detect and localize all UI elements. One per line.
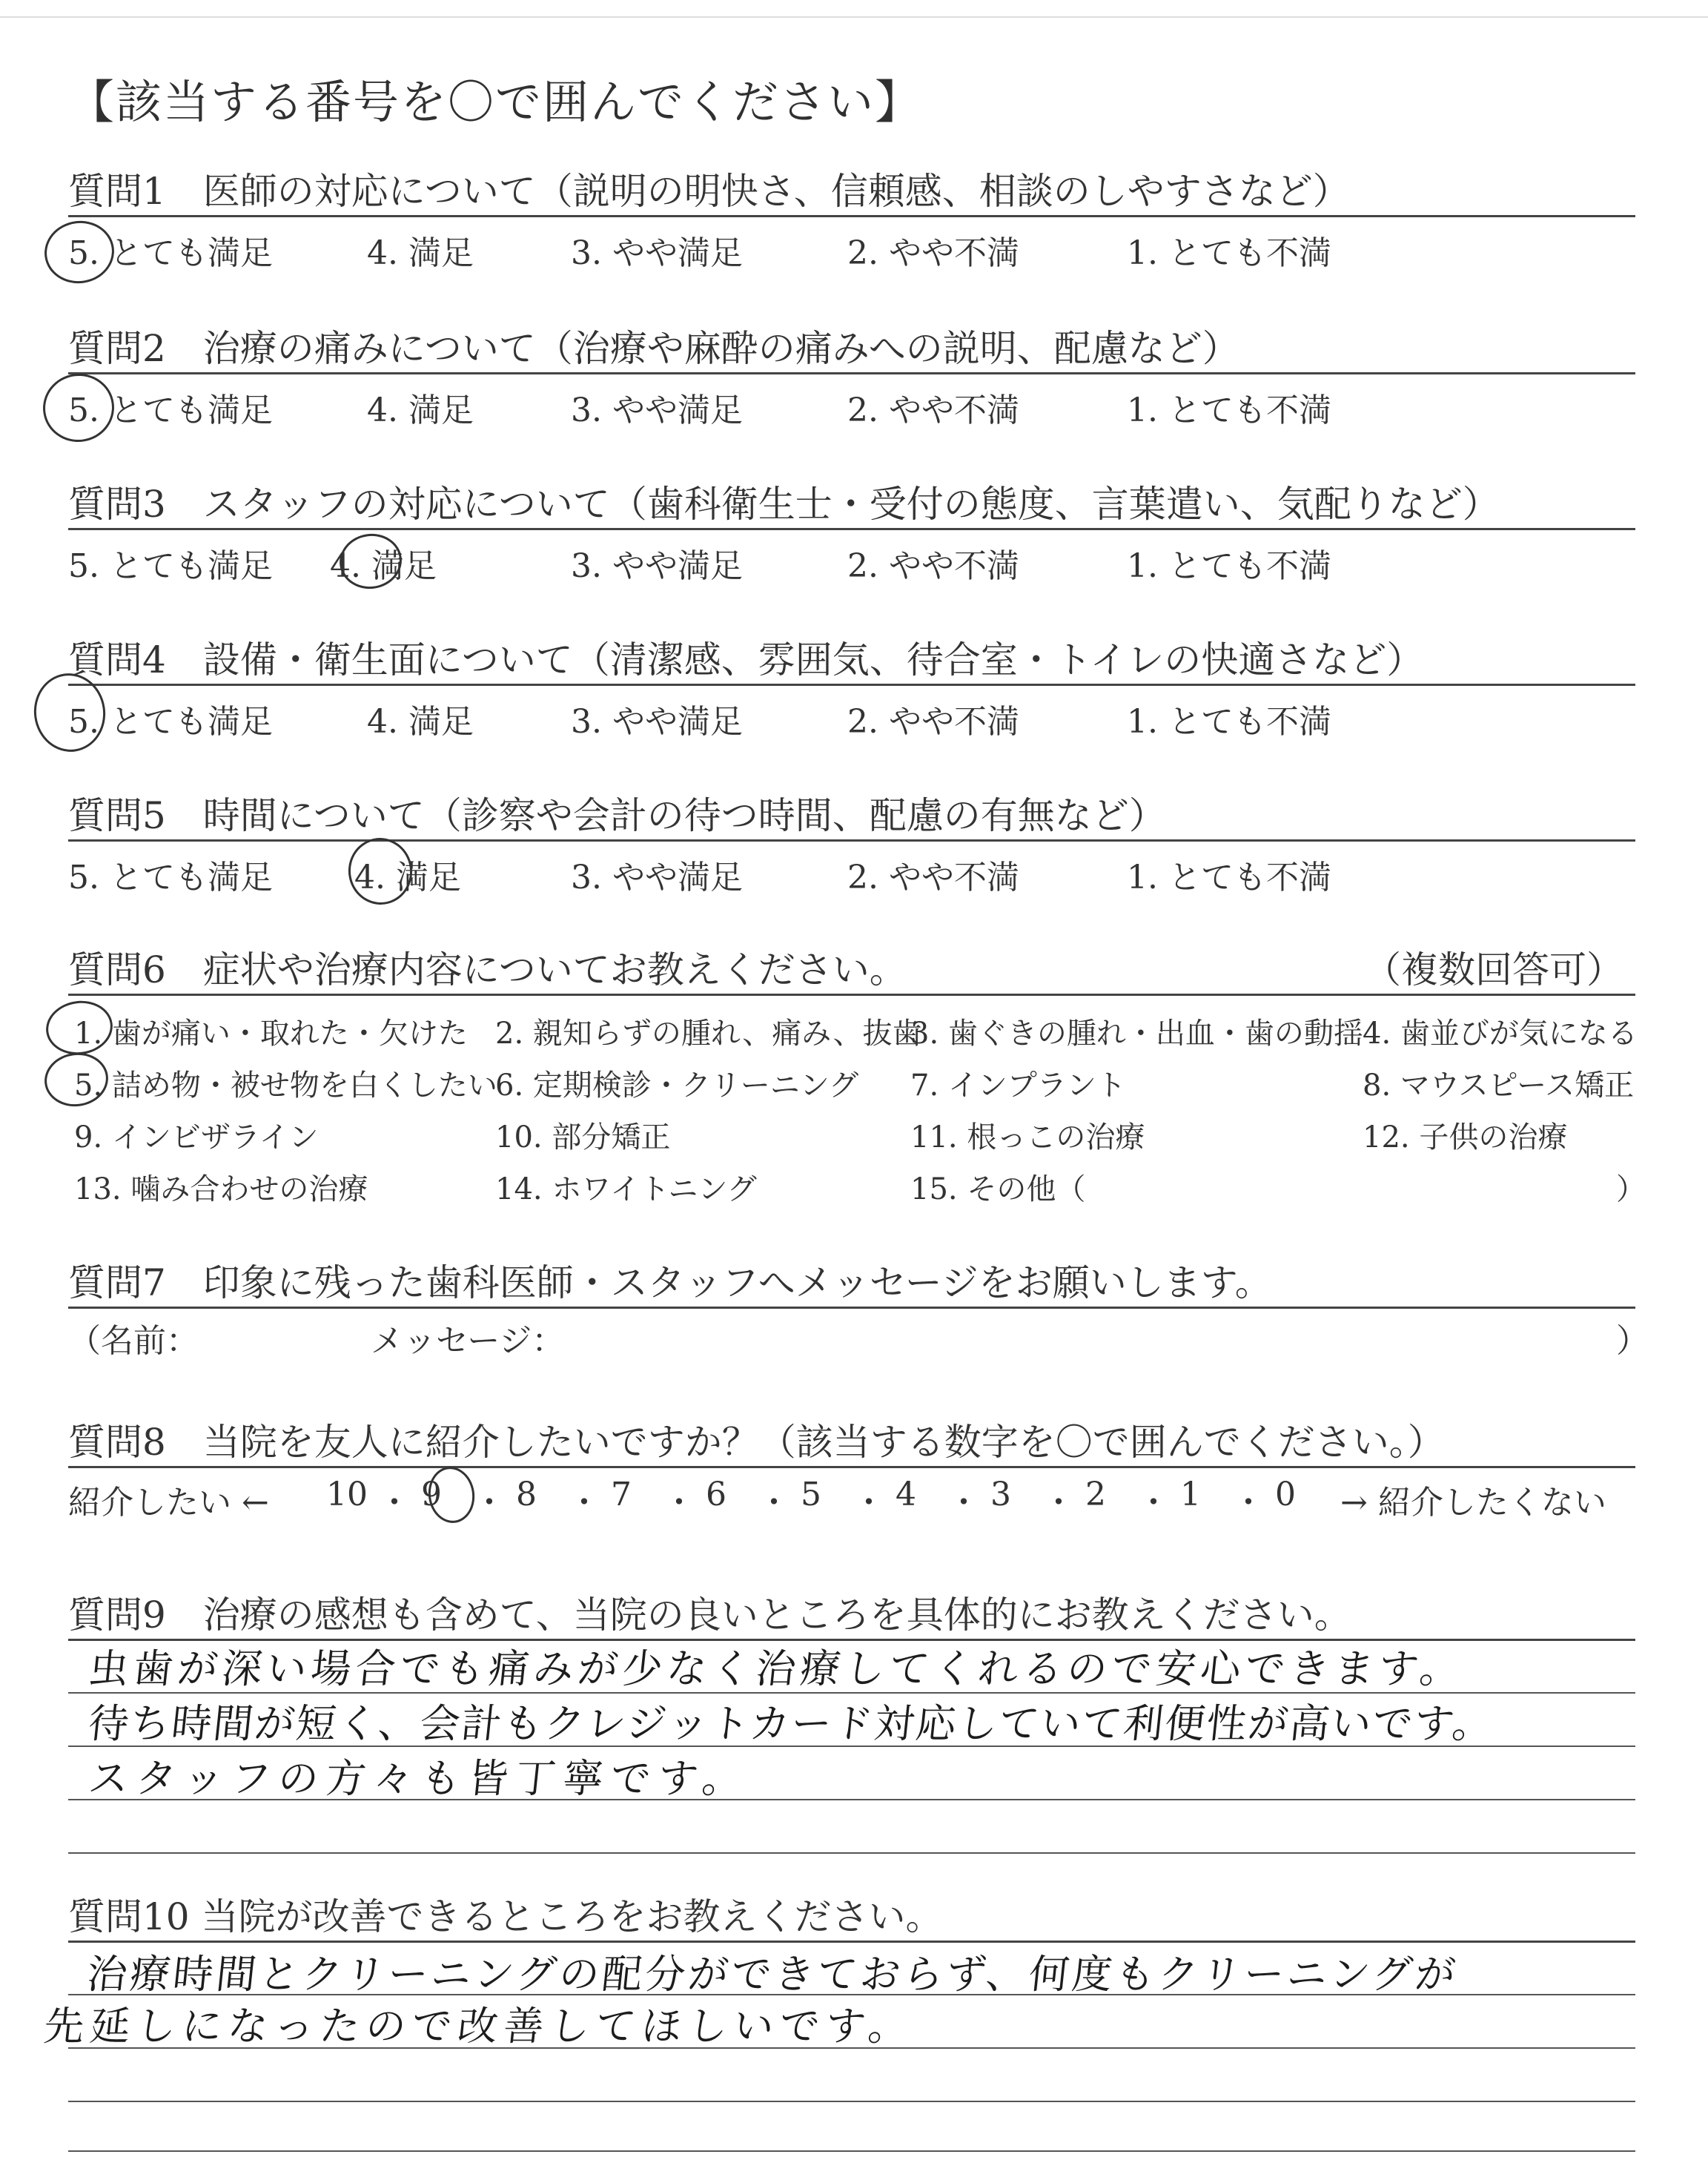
q6-item-12[interactable]: 12. 子供の治療 — [1363, 1120, 1568, 1155]
q2-option-2[interactable]: 2. やや不満 — [847, 392, 1019, 429]
q6-item-4[interactable]: 4. 歯並びが気になる — [1363, 1017, 1638, 1051]
q6-item-14[interactable]: 14. ホワイトニング — [495, 1172, 757, 1206]
q5-option-1[interactable]: 1. とても不満 — [1127, 859, 1331, 896]
q8-left-label: 紹介したい ← — [68, 1484, 269, 1522]
q3-option-2[interactable]: 2. やや不満 — [847, 547, 1019, 585]
q8-selection-circle — [425, 1464, 478, 1526]
q2-selection-circle — [39, 369, 119, 446]
q2-option-3[interactable]: 3. やや満足 — [571, 392, 743, 429]
q6-item-1[interactable]: 1. 歯が痛い・取れた・欠けた — [74, 1017, 468, 1051]
question-3-label: 質問3 スタッフの対応について（歯科衛生士・受付の態度、言葉遣い、気配りなど） — [68, 483, 1500, 526]
q3-option-4[interactable]: 4. 満足 — [330, 547, 437, 585]
q3-option-1[interactable]: 1. とても不満 — [1127, 547, 1331, 585]
q8-scale-separator: ・ — [1042, 1484, 1075, 1522]
q8-scale-4[interactable]: 4 — [896, 1476, 916, 1513]
q7-message-label: メッセージ： — [371, 1322, 565, 1360]
q8-scale-separator: ・ — [1232, 1484, 1265, 1522]
q6-item-15-close: ） — [1616, 1172, 1646, 1206]
q1-option-5[interactable]: 5. とても満足 — [68, 234, 273, 272]
q5-option-2[interactable]: 2. やや不満 — [847, 859, 1019, 896]
q9-handwriting-3: スタッフの方々も皆丁寧です。 — [86, 1755, 752, 1802]
q6-item-13[interactable]: 13. 噛み合わせの治療 — [74, 1172, 368, 1206]
q4-option-5[interactable]: 5. とても満足 — [68, 703, 273, 741]
question-1-label: 質問1 医師の対応について（説明の明快さ、信頼感、相談のしやすさなど） — [68, 170, 1350, 213]
q4-option-3[interactable]: 3. やや満足 — [571, 703, 743, 741]
q8-scale-9[interactable]: 9 — [421, 1476, 442, 1513]
q2-option-4[interactable]: 4. 満足 — [367, 392, 474, 429]
q10-handwriting-1: 治療時間とクリーニングの配分ができておらず、何度もクリーニングが — [85, 1951, 1461, 1998]
q6-item-3[interactable]: 3. 歯ぐきの腫れ・出血・歯の動揺 — [910, 1017, 1363, 1051]
q4-option-1[interactable]: 1. とても不満 — [1127, 703, 1331, 741]
q8-scale-separator: ・ — [663, 1484, 695, 1522]
q6-item-7[interactable]: 7. インプラント — [910, 1069, 1126, 1103]
page-title: 【該当する番号を〇で囲んでください】 — [68, 75, 923, 129]
question-5-rule — [68, 839, 1635, 842]
q8-scale-3[interactable]: 3 — [990, 1476, 1011, 1513]
q8-scale-1[interactable]: 1 — [1180, 1476, 1201, 1513]
q1-option-4[interactable]: 4. 満足 — [367, 234, 474, 272]
q8-scale-10[interactable]: 10 — [326, 1476, 368, 1513]
q6-item-10[interactable]: 10. 部分矯正 — [495, 1120, 671, 1155]
q10-handwriting-2: 先延しになったので改善してほしいです。 — [42, 2003, 917, 2050]
q6-item-5[interactable]: 5. 詰め物・被せ物を白くしたい — [74, 1069, 497, 1103]
q7-name-label: （名前： — [68, 1322, 199, 1360]
q6-item-9[interactable]: 9. インビザライン — [74, 1120, 319, 1155]
q2-option-1[interactable]: 1. とても不満 — [1127, 392, 1331, 429]
q8-scale-separator: ・ — [1137, 1484, 1170, 1522]
q8-scale-0[interactable]: 0 — [1275, 1476, 1296, 1513]
q6-item-11[interactable]: 11. 根っこの治療 — [910, 1120, 1145, 1155]
q8-scale-separator: ・ — [758, 1484, 790, 1522]
question-1-rule — [68, 215, 1635, 217]
q3-option-3[interactable]: 3. やや満足 — [571, 547, 743, 585]
question-4-rule — [68, 684, 1635, 686]
q8-scale-8[interactable]: 8 — [516, 1476, 537, 1513]
q8-scale-separator: ・ — [473, 1484, 506, 1522]
q10-answer-line-4 — [68, 2150, 1635, 2152]
question-10-label: 質問10 当院が改善できるところをお教えください。 — [68, 1895, 943, 1938]
question-6-label: 質問6 症状や治療内容についてお教えください。 — [68, 948, 907, 991]
q9-answer-line-4 — [68, 1852, 1635, 1854]
q4-option-4[interactable]: 4. 満足 — [367, 703, 474, 741]
q8-scale-2[interactable]: 2 — [1085, 1476, 1106, 1513]
q1-option-1[interactable]: 1. とても不満 — [1127, 234, 1331, 272]
q3-option-5[interactable]: 5. とても満足 — [68, 547, 273, 585]
question-4-label: 質問4 設備・衛生面について（清潔感、雰囲気、待合室・トイレの快適さなど） — [68, 638, 1424, 681]
q8-right-label: → 紹介したくない — [1340, 1484, 1606, 1522]
q8-scale-6[interactable]: 6 — [706, 1476, 726, 1513]
q8-scale-separator: ・ — [568, 1484, 600, 1522]
question-2-rule — [68, 372, 1635, 374]
q6-item-2[interactable]: 2. 親知らずの腫れ、痛み、抜歯 — [495, 1017, 922, 1051]
question-7-rule — [68, 1307, 1635, 1309]
question-8-rule — [68, 1466, 1635, 1468]
q8-scale-separator: ・ — [947, 1484, 980, 1522]
q6-item-15[interactable]: 15. その他（ — [910, 1172, 1086, 1206]
q8-scale-7[interactable]: 7 — [611, 1476, 632, 1513]
q5-option-3[interactable]: 3. やや満足 — [571, 859, 743, 896]
q8-scale-separator: ・ — [378, 1484, 411, 1522]
question-6-note: （複数回答可） — [1364, 948, 1623, 991]
q9-handwriting-1: 虫歯が深い場合でも痛みが少なく治療してくれるので安心できます。 — [86, 1645, 1467, 1692]
q9-handwriting-2: 待ち時間が短く、会計もクレジットカード対応していて利便性が高いです。 — [86, 1700, 1497, 1747]
q5-option-4[interactable]: 4. 満足 — [354, 859, 461, 896]
q6-item-8[interactable]: 8. マウスピース矯正 — [1363, 1069, 1635, 1103]
question-9-label: 質問9 治療の感想も含めて、当院の良いところを具体的にお教えください。 — [68, 1593, 1351, 1636]
question-8-label: 質問8 当院を友人に紹介したいですか？（該当する数字を〇で囲んでください。） — [68, 1421, 1445, 1464]
q7-close-paren: ） — [1616, 1322, 1649, 1360]
q1-option-2[interactable]: 2. やや不満 — [847, 234, 1019, 272]
question-3-rule — [68, 528, 1635, 530]
q10-answer-line-3 — [68, 2101, 1635, 2102]
q6-item-6[interactable]: 6. 定期検診・クリーニング — [495, 1069, 859, 1103]
top-edge — [0, 16, 1708, 18]
question-7-label: 質問7 印象に残った歯科医師・スタッフへメッセージをお願いします。 — [68, 1261, 1272, 1304]
question-5-label: 質問5 時間について（診察や会計の待つ時間、配慮の有無など） — [68, 794, 1166, 837]
q8-scale-5[interactable]: 5 — [801, 1476, 821, 1513]
q5-option-5[interactable]: 5. とても満足 — [68, 859, 273, 896]
q8-scale-separator: ・ — [853, 1484, 885, 1522]
q1-option-3[interactable]: 3. やや満足 — [571, 234, 743, 272]
q2-option-5[interactable]: 5. とても満足 — [68, 392, 273, 429]
question-6-rule — [68, 994, 1635, 996]
question-2-label: 質問2 治療の痛みについて（治療や麻酔の痛みへの説明、配慮など） — [68, 327, 1239, 370]
q4-option-2[interactable]: 2. やや不満 — [847, 703, 1019, 741]
